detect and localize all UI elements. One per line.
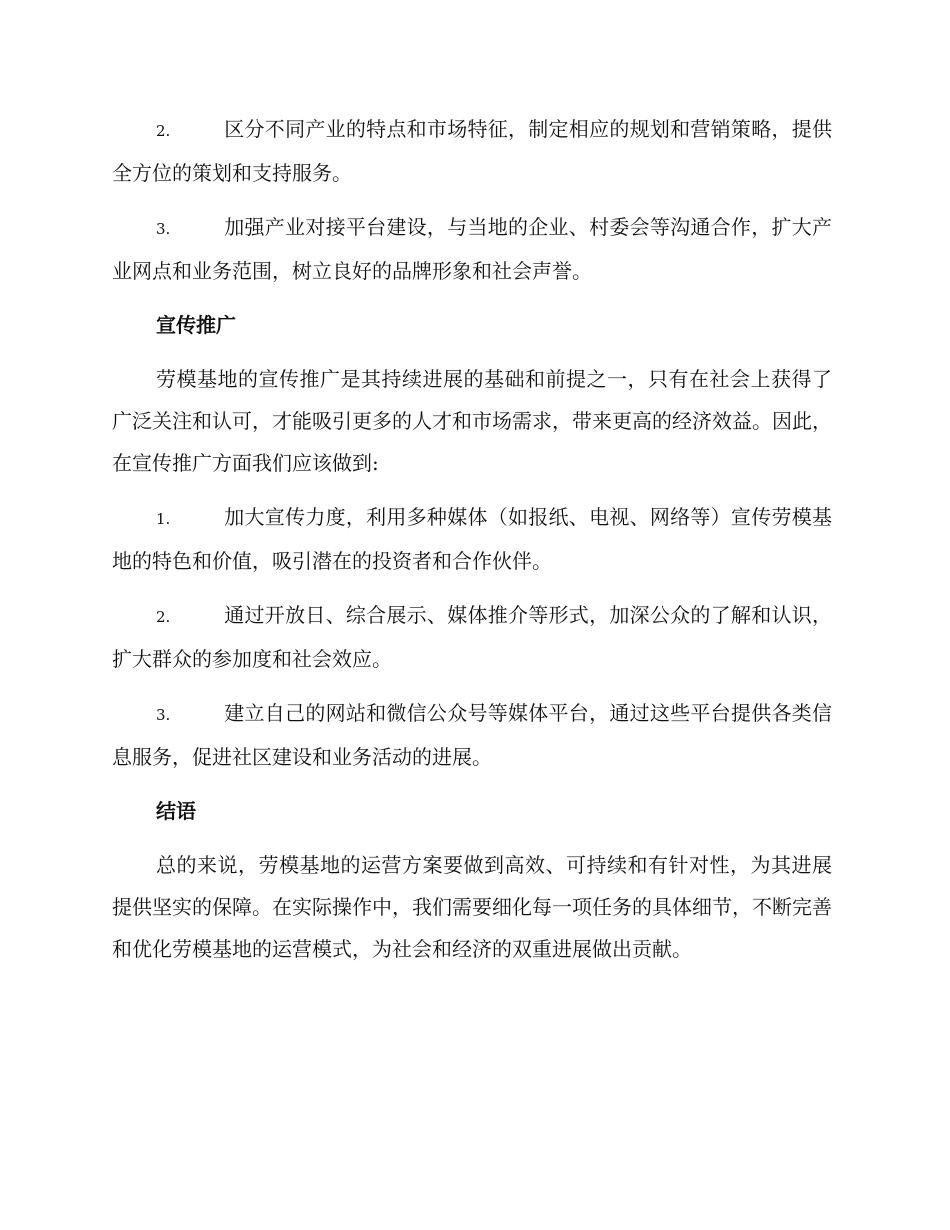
list-item bbox=[112, 496, 832, 582]
list-item-text: 加大宣传力度，利用多种媒体（如报纸、电视、网络等）宣传劳模基地的特色和价值，吸引潜在的投资者和合作伙伴。 bbox=[112, 505, 832, 573]
list-number: 1. bbox=[156, 510, 171, 528]
list-number: 2. bbox=[156, 608, 171, 626]
list-item-text: 加强产业对接平台建设，与当地的企业、村委会等沟通合作，扩大产业网点和业务范围，树立良好的品牌形象和社会声誉。 bbox=[112, 215, 832, 283]
promotion-intro-paragraph: 劳模基地的宣传推广是其持续进展的基础和前提之一，只有在社会上获得了广泛关注和认可，才能吸引更多的人才和市场需求，带来更高的经济效益。因此，在宣传推广方面我们应该做到: bbox=[112, 367, 832, 475]
list-item-text: 通过开放日、综合展示、媒体推介等形式，加深公众的了解和认识，扩大群众的参加度和社会效应。 bbox=[112, 603, 832, 671]
list-item bbox=[112, 692, 832, 778]
list-number: 3. bbox=[156, 706, 171, 724]
list-item-text: 区分不同产业的特点和市场特征，制定相应的规划和营销策略，提供全方位的策划和支持服务。 bbox=[112, 117, 832, 185]
document-content bbox=[112, 108, 832, 982]
list-number: 3. bbox=[156, 220, 171, 238]
list-number: 2. bbox=[156, 122, 171, 140]
list-item-text: 建立自己的网站和微信公众号等媒体平台，通过这些平台提供各类信息服务，促进社区建设和业务活动的进展。 bbox=[112, 701, 832, 769]
list-item bbox=[112, 108, 832, 194]
list-item bbox=[112, 206, 832, 292]
section-heading-promotion: 宣传推广 bbox=[156, 313, 236, 337]
list-item bbox=[112, 594, 832, 680]
conclusion-paragraph: 总的来说，劳模基地的运营方案要做到高效、可持续和有针对性，为其进展提供坚实的保障。在实际操作中，我们需要细化每一项任务的具体细节，不断完善和优化劳模基地的运营模式，为社会和经济的双重进展做出贡献。 bbox=[112, 853, 832, 961]
section-heading-conclusion: 结语 bbox=[156, 799, 196, 823]
